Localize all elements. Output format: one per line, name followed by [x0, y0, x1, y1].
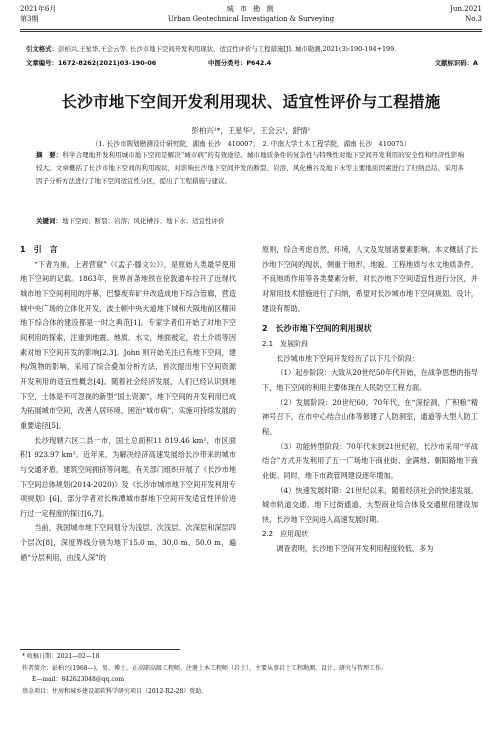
clc-number: 中图分类号：P642.4 — [208, 59, 272, 67]
abstract-text: 科学合理地开发利用城市地下空间是解决“城市病”的有效途径。城市地质条件的复杂性与特殊性对地下空间开发利用的安全性和经济性影响较大。文章概括了长沙市地下空间的利用现状，对影响长沙地下空间开发的断裂、岩溶、风化槽谷及地下水等主要地质因素进行了归纳总结，采用多因子分析方法进行了地下空间适宜性分区，提出了工程措施与建议。 — [36, 151, 465, 185]
paper-title: 长沙市地下空间开发利用现状、适宜性评价与工程措施 — [61, 93, 441, 111]
author-list: 彭柏兴¹*，王星华²，王会云¹，舒情¹ — [191, 126, 311, 135]
header-center — [20, 4, 482, 24]
header-date-en: Jun.2021 — [450, 5, 482, 13]
header-issue: 第3期 — [20, 15, 39, 23]
running-header — [20, 4, 482, 30]
abstract — [36, 149, 464, 188]
fund-info: 基金项目：住房和城乡建设部软科学研究项目（2012-R2-28）资助。 — [22, 687, 208, 695]
abstract-label: 摘 要： — [36, 151, 63, 159]
header-issue-en: No.3 — [465, 15, 482, 23]
subsection-heading-current-use: 2.2 应用现状 — [262, 530, 309, 539]
footnotes — [22, 651, 482, 697]
received-date: * 收稿日期：2021—02—18 — [22, 653, 100, 660]
journal-name-en: Urban Geotechnical Investigation & Surveying — [167, 15, 335, 23]
body-paragraph: （1）起步阶段：大致从20世纪50年代开始，在战争思想的指导下，地下空间的利用主要体现在人民防空工程方面。 — [262, 368, 478, 392]
keywords — [36, 216, 464, 225]
keywords-text: 地下空间；断裂；岩溶；风化槽谷；地下水；适宜性评价 — [62, 217, 225, 225]
body-paragraph: 长沙城市地下空间开发经历了以下几个阶段： — [276, 353, 420, 363]
affiliations: （1. 长沙市规划勘测设计研究院，湖南 长沙 410007； 2. 中南大学土木工程学院，湖南 长沙 410075） — [91, 140, 411, 148]
left-column — [20, 243, 236, 565]
body-paragraph: 长沙现辖六区二县一市，国土总面积11 819.46 km²，市区面积1 923.97 km²。近年来，为解决经济高速发展给长沙带来的城市与交通矛盾，建筑空间拥挤等问题，有关部门组织开展了《长沙市地下空间总体规划(2014-2020)》及《长沙市城市地下空间开发利用专项规划》[6]，部分学者对长株潭城市群地下空间开发适宜性评价进行过一定程度的探讨[6,7]。 — [20, 435, 236, 518]
body-paragraph: （4）快速发展时期：21世纪以来，随着经济社会的快速发展，城市轨道交通、地下过街通道、大型商业综合体及交通枢纽建设加快，长沙地下空间进入高速发展时期。 — [262, 485, 478, 524]
subsection-heading-stages: 2.1 发展阶段 — [262, 339, 309, 348]
citation-line — [26, 44, 482, 54]
citation-label: 引文格式： — [26, 45, 58, 53]
header-rule — [20, 29, 482, 32]
body-paragraph: 原则，综合考虑自然，环境，人文及发展诸要素影响。本文概括了长沙地下空间的现状，侧重于地形，地貌、工程地质与水文地质条件，不良地质作用等各类要素分析，对长沙地下空间适宜性进行分区，并对常用技术措施进行了归纳，希望对长沙城市地下空间规划、设计，建设有帮助。 — [262, 245, 478, 313]
body-paragraph: “下者为巢，上者营窟”（《孟子·滕文公》），是原始人类最早使用地下空间的记载。1863年，世界首条地铁在伦敦通车拉开了近现代城市地下空间利用的序幕，巴黎废弃矿井改造成地下综合管廊，营造城中央广场的立体化开发，波士顿中央大道地下城和大阪地前区精田地下综合体的建设都是一时之典范[1]。专家学者们开始了对地下空间利用的探索，注重到地震、地质、水文，地面被定，岩土介质等因素对地下空间开发的影响[2,3]。John 则开始关注已有地下空间，建构/筑物的影响，采用了综合叠加分析方法，首次提出地下空间资源开发利用的适宜性概念[4]。随着社会经济发展，人们已经认识到地下空，土体是不可忽视的新型“国土资源”，地下空间的开发利用已成为拓展城市空间，改善人居环境，困治“城市病”，实施可持续发展的重要途径[5]。 — [20, 259, 236, 430]
document-code: 文献标识码：A — [434, 59, 478, 67]
keywords-label: 关键词： — [36, 217, 62, 225]
right-column — [262, 243, 478, 557]
body-paragraph: （2）发展阶段：20世纪60、70年代，在“深挖洞，广积粮”精神号召下，在市中心结合山体等修建了人防洞室，通道等大型人防工程。 — [262, 397, 478, 436]
footnote-rule — [20, 649, 180, 650]
body-paragraph: 当前，我国城市地下空间划分为浅层、次浅层、次深层和深层四个层次[8]，深度界线分别为地下15.0 m、30.0 m、50.0 m，遍循“分层利用，由浅入深”的 — [20, 523, 236, 562]
article-number: 文章编号：1672-8262(2021)03-190-06 — [26, 59, 157, 67]
author-email: E—mail：842623048@qq.com — [32, 676, 125, 683]
header-date: 2021年6月 — [20, 5, 57, 13]
citation-text: 彭柏兴,王星华,王会云等. 长沙市地下空间开发利用现状、适宜性评价与工程措施[J]. 城市勘测,2021(3):190-194+199. — [57, 45, 397, 53]
author-bio: 作者简介：彭柏兴(1968—)，男，博士，正高职高级工程师，注册土木工程师（岩土），主要从事岩土工程勘测、设计、研究与管理工作。 — [22, 664, 387, 672]
body-paragraph: （3）功能转型阶段：70年代末到21世纪初，长沙市采用“平战结合”方式开发利用了五一广场地下商业街、金满地、朝阳路地下商业街。同时，地下市政管网建设逐年增加。 — [262, 441, 478, 480]
body-paragraph: 调查表明，长沙地下空间开发利用程度较低，多为 — [276, 544, 434, 554]
section-heading-introduction: 1 引 言 — [20, 245, 58, 254]
section-heading-status: 2 长沙市地下空间的利用现状 — [262, 324, 372, 334]
journal-name: 城 市 勘 测 — [226, 5, 276, 13]
header-right — [450, 4, 482, 24]
